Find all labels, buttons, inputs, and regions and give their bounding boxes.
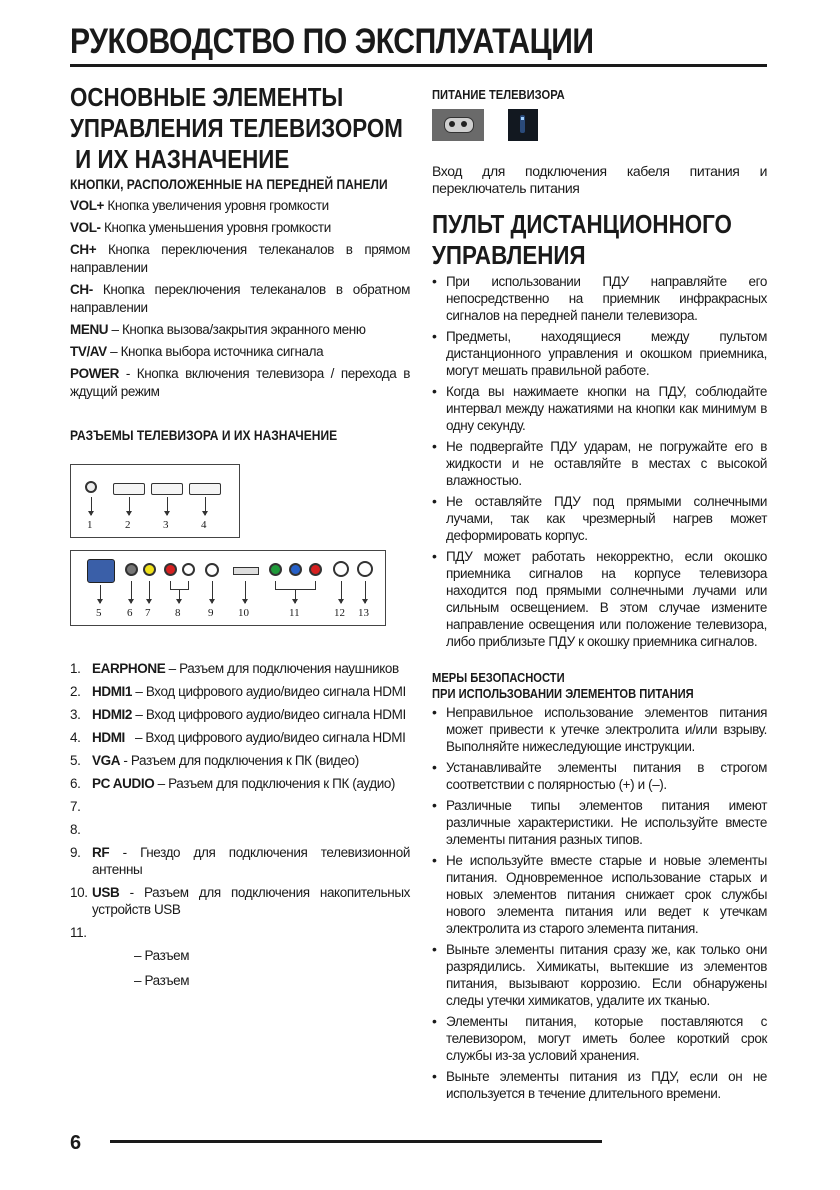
list-item — [70, 706, 410, 723]
list-item — [70, 729, 410, 746]
button-key: CH+ — [70, 242, 97, 257]
list-item: • Не оставляйте ПДУ под прямыми солнечными лучами, так как чрезмерный нагрев может деформировать корпус. — [432, 493, 767, 544]
list-item: • Не используйте вместе старые и новые элементы питания. Одновременное использование старых и новых элементов питания снижает срок службы нового элемента питания или ведет к утечкам электролита из старого элемента питания. — [432, 852, 767, 937]
main-heading — [70, 82, 410, 176]
rf-jack-icon — [205, 563, 219, 577]
remote-heading-line: УПРАВЛЕНИЯ — [432, 240, 586, 270]
list-item — [70, 884, 410, 918]
item-number: 8. — [70, 822, 81, 837]
rear-connector-panel — [70, 550, 386, 626]
buttons-heading: КНОПКИ, РАСПОЛОЖЕННЫЕ НА ПЕРЕДНЕЙ ПАНЕЛИ — [70, 176, 388, 192]
item-number: 7. — [70, 799, 81, 814]
earphone-jack-icon — [85, 481, 97, 493]
button-key: VOL- — [70, 220, 101, 235]
list-item: • Не подвергайте ПДУ ударам, не погружайте его в жидкости и не оставляйте в местах с высокой влажностью. — [432, 438, 767, 489]
arrow-icon — [295, 589, 296, 603]
port-number: 10 — [238, 607, 249, 619]
right-column — [432, 82, 767, 1106]
connector-key: VGA — [92, 753, 121, 768]
item-number: 11. — [70, 925, 87, 940]
list-item — [70, 752, 410, 769]
footer-rule — [110, 1140, 602, 1143]
connector-text: – Разъем для подключения к ПК (аудио) — [154, 776, 396, 791]
ypbpr-pr-jack-icon — [309, 563, 322, 576]
side-connector-panel — [70, 464, 240, 538]
item-number: 10. — [70, 885, 88, 900]
arrow-icon — [245, 581, 246, 603]
port-number: 1 — [87, 519, 93, 531]
title-rule — [70, 64, 767, 67]
button-desc — [70, 365, 410, 401]
list-item: • Различные типы элементов питания имеют различные характеристики. Не используйте вместе элементы питания разных типов. — [432, 797, 767, 848]
connector-text: - Гнездо для подключения телевизионной антенны — [92, 845, 410, 877]
hdmi-port-icon — [151, 483, 183, 495]
bracket-line — [315, 581, 316, 589]
port-number: 4 — [201, 519, 207, 531]
connector-key: HDMI — [92, 730, 125, 745]
page-title: РУКОВОДСТВО ПО ЭКСПЛУАТАЦИИ — [70, 22, 594, 61]
arrow-icon — [167, 497, 168, 515]
connector-key: HDMI1 — [92, 684, 133, 699]
list-item — [70, 844, 410, 878]
connectors-heading: РАЗЪЕМЫ ТЕЛЕВИЗОРА И ИХ НАЗНАЧЕНИЕ — [70, 427, 338, 443]
button-text: – Кнопка выбора источника сигнала — [106, 344, 324, 359]
port-number: 5 — [96, 607, 102, 619]
button-key: VOL+ — [70, 198, 105, 213]
bracket-line — [188, 581, 189, 589]
button-desc — [70, 281, 410, 317]
buttons-list — [70, 197, 410, 401]
connector-key: EARPHONE — [92, 661, 166, 676]
port-number: 6 — [127, 607, 133, 619]
usb-port-icon — [233, 567, 259, 575]
connector-text: - Разъем для подключения накопительных устройств USB — [92, 885, 410, 917]
remote-heading-line: ПУЛЬТ ДИСТАНЦИОННОГО — [432, 209, 732, 239]
page-number: 6 — [70, 1132, 82, 1154]
connector-key: PC AUDIO — [92, 776, 155, 791]
arrow-icon — [131, 581, 132, 603]
button-text: – Кнопка вызова/закрытия экранного меню — [108, 322, 366, 337]
item-number: 2. — [70, 684, 81, 699]
port-number: 2 — [125, 519, 131, 531]
button-desc — [70, 321, 410, 339]
list-item: • Неправильное использование элементов питания может привести к утечке электролита и/или взрыву. Выполняйте нижеследующие инструкции. — [432, 704, 767, 755]
port-number: 12 — [334, 607, 345, 619]
power-socket-icon — [432, 109, 484, 141]
safety-heading — [432, 670, 767, 702]
list-item: • Выньте элементы питания сразу же, как только они разрядились. Химикаты, вытекшие из элементов питания, вызывают коррозию. Если обнаружены следы утечки химикатов, удалите их тканью. — [432, 941, 767, 1009]
power-text: Вход для подключения кабеля питания и переключатель питания — [432, 163, 767, 196]
arrow-icon — [365, 581, 366, 603]
remote-bullets — [432, 273, 767, 650]
arrow-icon — [129, 497, 130, 515]
button-text: Кнопка переключения телеканалов в обратном направлении — [70, 282, 410, 315]
item-number: 3. — [70, 707, 81, 722]
pc-audio-jack-icon — [125, 563, 138, 576]
button-desc — [70, 197, 410, 215]
video-jack-icon — [143, 563, 156, 576]
item-number: 6. — [70, 776, 81, 791]
list-item: • Когда вы нажимаете кнопки на ПДУ, соблюдайте интервал между нажатиями на кнопки как минимум в одну секунду. — [432, 383, 767, 434]
connector-text: – Вход цифрового аудио/видео сигнала HDMI — [132, 707, 406, 722]
button-text: - Кнопка включения телевизора / перехода в ждущий режим — [70, 366, 410, 399]
port-number: 11 — [289, 607, 300, 619]
socket-pin — [449, 121, 455, 127]
button-text: Кнопка уменьшения уровня громкости — [100, 220, 331, 235]
safety-bullets — [432, 704, 767, 1102]
jack-13-icon — [357, 561, 373, 577]
list-item: • Выньте элементы питания из ПДУ, если он не используется в течение длительного времени. — [432, 1068, 767, 1102]
connector-text: – Вход цифрового аудио/видео сигнала HDMI — [132, 684, 406, 699]
vga-port-icon — [87, 559, 115, 583]
main-heading-line: УПРАВЛЕНИЯ ТЕЛЕВИЗОРОМ — [70, 113, 403, 143]
list-item: • Предметы, находящиеся между пультом дистанционного управления и окошком приемника, могут мешать правильной работе. — [432, 328, 767, 379]
power-images — [432, 109, 767, 145]
power-switch-icon — [508, 109, 538, 141]
socket-pin — [461, 121, 467, 127]
hdmi-port-icon — [113, 483, 145, 495]
arrow-icon — [91, 497, 92, 515]
ypbpr-y-jack-icon — [269, 563, 282, 576]
button-key: MENU — [70, 322, 109, 337]
safety-heading-line: МЕРЫ БЕЗОПАСНОСТИ — [432, 670, 565, 685]
connector-list — [70, 660, 410, 941]
connector-text: – Разъем для подключения наушников — [165, 661, 399, 676]
ypbpr-pb-jack-icon — [289, 563, 302, 576]
arrow-icon — [205, 497, 206, 515]
connector-key: USB — [92, 885, 120, 900]
button-text: Кнопка переключения телеканалов в прямом направлении — [70, 242, 410, 275]
port-number: 3 — [163, 519, 169, 531]
list-item — [70, 821, 410, 838]
extra-line: – Разъем — [134, 973, 190, 988]
item-number: 5. — [70, 753, 81, 768]
jack-12-icon — [333, 561, 349, 577]
arrow-icon — [149, 581, 150, 603]
switch-indicator — [521, 117, 524, 120]
arrow-icon — [179, 589, 180, 603]
left-column — [70, 82, 410, 989]
button-text: Кнопка увеличения уровня громкости — [104, 198, 329, 213]
button-desc — [70, 241, 410, 277]
power-heading: ПИТАНИЕ ТЕЛЕВИЗОРА — [432, 87, 565, 102]
port-number: 7 — [145, 607, 151, 619]
button-desc — [70, 343, 410, 361]
connector-text: - Разъем для подключения к ПК (видео) — [120, 753, 359, 768]
arrow-icon — [100, 585, 101, 603]
list-item — [70, 798, 410, 815]
port-number: 8 — [175, 607, 181, 619]
button-key: CH- — [70, 282, 93, 297]
port-number: 13 — [358, 607, 369, 619]
item-number: 9. — [70, 845, 81, 860]
list-item: • ПДУ может работать некорректно, если окошко приемника сигналов на корпусе телевизора находится под прямыми солнечными лучами или сильным освещением. В этом случае измените направление освещения или положение телевизора, либо приблизьте ПДУ к окошку приемника сигналов. — [432, 548, 767, 650]
item-number: 4. — [70, 730, 81, 745]
list-item — [70, 683, 410, 700]
arrow-icon — [341, 581, 342, 603]
list-item: • Устанавливайте элементы питания в строгом соответствии с полярностью (+) и (–). — [432, 759, 767, 793]
arrow-icon — [212, 581, 213, 603]
hdmi-port-icon — [189, 483, 221, 495]
button-key: TV/AV — [70, 344, 107, 359]
list-item — [70, 924, 410, 941]
main-heading-line: И ИХ НАЗНАЧЕНИЕ — [75, 144, 290, 174]
button-desc — [70, 219, 410, 237]
list-item — [70, 660, 410, 677]
item-number: 1. — [70, 661, 81, 676]
audio-r-jack-icon — [164, 563, 177, 576]
audio-l-jack-icon — [182, 563, 195, 576]
connector-key: RF — [92, 845, 110, 860]
safety-heading-line: ПРИ ИСПОЛЬЗОВАНИИ ЭЛЕМЕНТОВ ПИТАНИЯ — [432, 686, 694, 701]
port-number: 9 — [208, 607, 214, 619]
list-item: • При использовании ПДУ направляйте его непосредственно на приемник инфракрасных сигналов на передней панели телевизора. — [432, 273, 767, 324]
connector-key: HDMI2 — [92, 707, 133, 722]
list-item: • Элементы питания, которые поставляются с телевизором, могут иметь более короткий срок службы из-за условий хранения. — [432, 1013, 767, 1064]
extra-lines — [70, 947, 410, 989]
bracket-line — [170, 581, 171, 589]
remote-heading — [432, 209, 767, 271]
bracket-line — [275, 581, 276, 589]
connector-text: – Вход цифрового аудио/видео сигнала HDMI — [124, 730, 406, 745]
list-item — [70, 775, 410, 792]
main-heading-line: ОСНОВНЫЕ ЭЛЕМЕНТЫ — [70, 82, 344, 112]
button-key: POWER — [70, 366, 120, 381]
extra-line: – Разъем — [134, 948, 190, 963]
